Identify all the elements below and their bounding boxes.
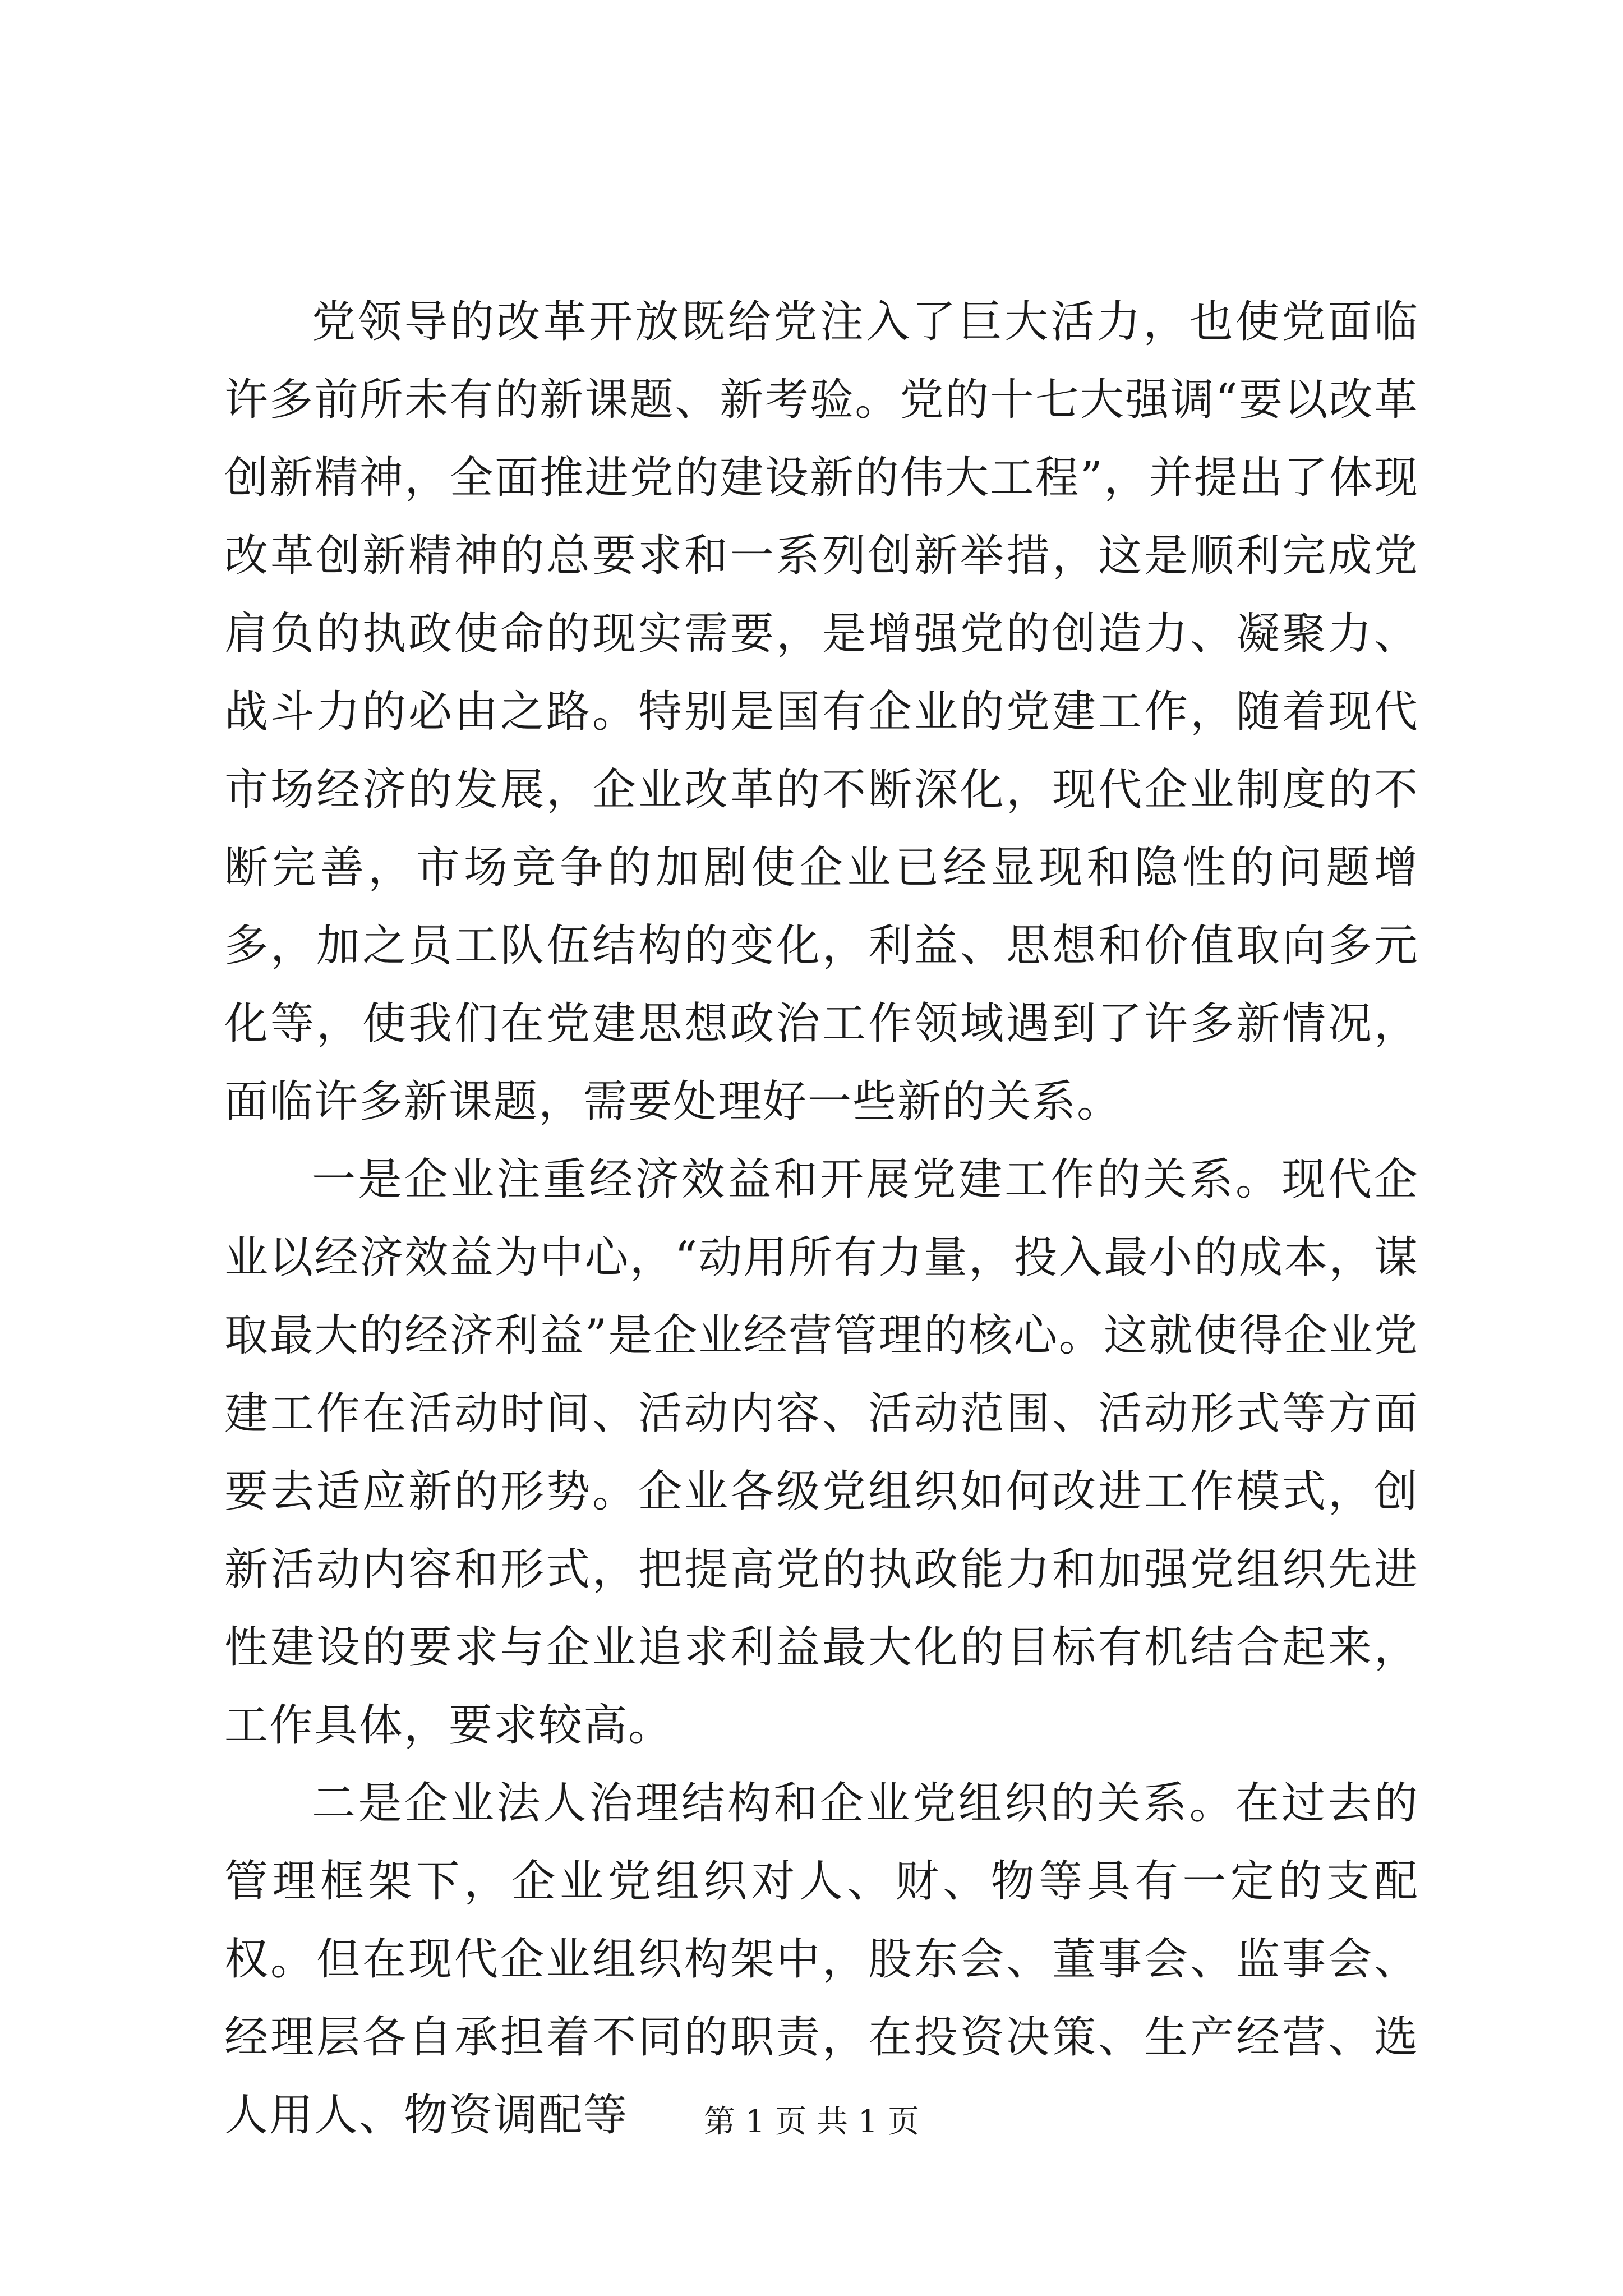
paragraph-point-one: 一是企业注重经济效益和开展党建工作的关系。现代企业以经济效益为中心，“动用所有力量，投入最小的成本，谋取最大的经济利益”是企业经营管理的核心。这就使得企业党建工作在活动时间、活动内容、活动范围、活动形式等方面要去适应新的形势。企业各级党组织如何改进工作模式，创新活动内容和形式，把提高党的执政能力和加强党组织先进性建设的要求与企业追求利益最大化的目标有机结合起来，工作具体，要求较高。 — [224, 1154, 1419, 1751]
page-footer: 第 1 页 共 1 页 — [703, 2104, 920, 2140]
paragraph-intro: 党领导的改革开放既给党注入了巨大活力，也使党面临许多前所未有的新课题、新考验。党的十七大强调“要以改革创新精神，全面推进党的建设新的伟大工程”，并提出了体现改革创新精神的总要求和一系列创新举措，这是顺利完成党肩负的执政使命的现实需要，是增强党的创造力、凝聚力、战斗力的必由之路。特别是国有企业的党建工作，随着现代市场经济的发展，企业改革的不断深化，现代企业制度的不断完善，市场竞争的加剧使企业已经显现和隐性的问题增多，加之员工队伍结构的变化，利益、思想和价值取向多元化等，使我们在党建思想政治工作领域遇到了许多新情况，面临许多新课题，需要处理好一些新的关系。 — [224, 297, 1419, 1127]
document-body — [224, 283, 1419, 2155]
paragraph-point-two: 二是企业法人治理结构和企业党组织的关系。在过去的管理框架下，企业党组织对人、财、物等具有一定的支配权。但在现代企业组织构架中，股东会、董事会、监事会、经理层各自承担着不同的职责，在投资决策、生产经营、选人用人、物资调配等 — [224, 1778, 1419, 2141]
